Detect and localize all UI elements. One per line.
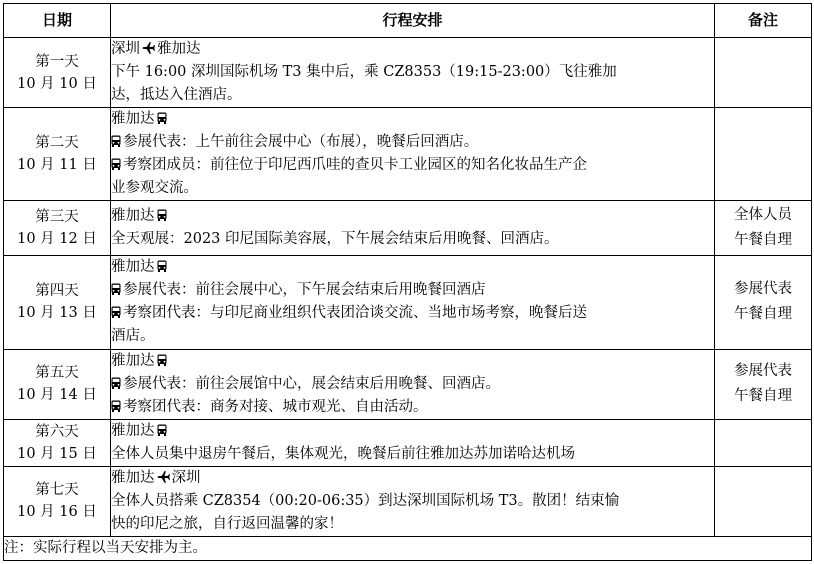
plan-line: 全体人员搭乘 CZ8354（00:20-06:35）到达深圳国际机场 T3。散团！结束愉 <box>111 492 620 509</box>
route-city: 雅加达 <box>111 422 155 439</box>
note-line: 午餐自理 <box>734 306 792 323</box>
route-line <box>111 108 714 131</box>
plan-line: 业参观交流。 <box>111 180 198 197</box>
note-cell <box>715 419 812 466</box>
footer-row <box>4 536 812 560</box>
plan-line <box>111 279 714 302</box>
route-city: 雅加达 <box>111 208 155 225</box>
plan-cell <box>111 38 715 108</box>
route-to: 雅加达 <box>157 41 201 58</box>
bus-icon <box>157 354 167 366</box>
airplane-icon <box>141 41 156 55</box>
bus-icon <box>111 135 121 147</box>
footer-note: 注：实际行程以当天安排为主。 <box>4 536 812 560</box>
bus-icon <box>157 209 167 221</box>
date-cell <box>4 108 111 201</box>
bus-icon <box>111 400 121 412</box>
date-label: 10 月 16 日 <box>17 504 97 521</box>
header-plan: 行程安排 <box>111 4 715 38</box>
plan-text: 考察团代表：商务对接、城市观光、自由活动。 <box>123 398 428 415</box>
table-row <box>4 466 812 536</box>
route-from: 深圳 <box>111 41 140 58</box>
route-city: 雅加达 <box>111 259 155 276</box>
plan-line <box>111 373 714 396</box>
note-cell <box>715 256 812 349</box>
table-row <box>4 38 812 108</box>
date-cell <box>4 201 111 256</box>
route-line <box>111 38 714 61</box>
plan-line <box>111 396 714 419</box>
day-label: 第六天 <box>35 423 79 440</box>
note-cell <box>715 349 812 419</box>
route-from: 雅加达 <box>111 469 155 486</box>
date-cell <box>4 256 111 349</box>
note-cell <box>715 466 812 536</box>
note-line: 午餐自理 <box>734 388 792 405</box>
day-label: 第二天 <box>35 135 79 152</box>
plan-line: 全天观展：2023 印尼国际美容展，下午展会结束后用晚餐、回酒店。 <box>111 231 559 248</box>
note-line: 参展代表 <box>734 281 792 298</box>
plan-text: 参展代表：前往会展馆中心，展会结束后用晚餐、回酒店。 <box>123 375 500 392</box>
plan-line: 达，抵达入住酒店。 <box>111 87 242 104</box>
plan-cell <box>111 256 715 349</box>
bus-icon <box>111 283 121 295</box>
route-line <box>111 205 714 228</box>
table-row <box>4 256 812 349</box>
route-line <box>111 256 714 279</box>
header-note: 备注 <box>715 4 812 38</box>
date-label: 10 月 14 日 <box>17 387 97 404</box>
note-cell <box>715 38 812 108</box>
note-cell <box>715 108 812 201</box>
bus-icon <box>111 377 121 389</box>
bus-icon <box>157 424 167 436</box>
plan-line: 下午 16:00 深圳国际机场 T3 集中后，乘 CZ8353（19:15-23:00）飞往雅加 <box>111 64 617 81</box>
route-city: 雅加达 <box>111 352 155 369</box>
day-label: 第五天 <box>35 365 79 382</box>
date-cell <box>4 38 111 108</box>
plan-cell <box>111 349 715 419</box>
date-label: 10 月 15 日 <box>17 445 97 462</box>
plan-line: 快的印尼之旅，自行返回温馨的家！ <box>111 515 343 532</box>
bus-icon <box>111 306 121 318</box>
date-label: 10 月 11 日 <box>17 157 97 174</box>
plan-cell <box>111 201 715 256</box>
date-cell <box>4 349 111 419</box>
date-cell <box>4 466 111 536</box>
airplane-icon <box>156 470 171 484</box>
plan-cell <box>111 466 715 536</box>
plan-line: 酒店。 <box>111 328 155 345</box>
plan-text: 参展代表：上午前往会展中心（布展），晚餐后回酒店。 <box>123 134 479 151</box>
date-label: 10 月 10 日 <box>17 75 97 92</box>
bus-icon <box>111 158 121 170</box>
route-city: 雅加达 <box>111 111 155 128</box>
route-line <box>111 420 714 443</box>
header-date: 日期 <box>4 4 111 38</box>
table-header-row <box>4 4 812 38</box>
plan-line <box>111 154 714 177</box>
route-to: 深圳 <box>171 469 201 486</box>
plan-text: 考察团成员：前往位于印尼西爪哇的查贝卡工业园区的知名化妆品生产企 <box>123 157 587 174</box>
date-cell <box>4 419 111 466</box>
note-line: 全体人员 <box>734 207 792 224</box>
day-label: 第一天 <box>35 53 79 70</box>
note-line: 午餐自理 <box>734 232 792 249</box>
date-label: 10 月 12 日 <box>17 231 97 248</box>
date-label: 10 月 13 日 <box>17 305 97 322</box>
day-label: 第七天 <box>35 482 79 499</box>
table-row <box>4 419 812 466</box>
route-line <box>111 467 714 490</box>
note-line: 参展代表 <box>734 363 792 380</box>
plan-cell <box>111 108 715 201</box>
plan-line <box>111 131 714 154</box>
day-label: 第四天 <box>35 283 79 300</box>
note-cell <box>715 201 812 256</box>
bus-icon <box>157 260 167 272</box>
table-row <box>4 201 812 256</box>
bus-icon <box>157 112 167 124</box>
plan-text: 考察团代表：与印尼商业组织代表团洽谈交流、当地市场考察，晚餐后送 <box>123 305 587 322</box>
plan-line: 全体人员集中退房午餐后，集体观光，晚餐后前往雅加达苏加诺哈达机场 <box>111 445 575 462</box>
itinerary-table <box>3 3 812 561</box>
day-label: 第三天 <box>35 209 79 226</box>
plan-cell <box>111 419 715 466</box>
table-row <box>4 349 812 419</box>
plan-line <box>111 302 714 325</box>
table-row <box>4 108 812 201</box>
route-line <box>111 350 714 373</box>
plan-text: 参展代表：前往会展中心，下午展会结束后用晚餐回酒店 <box>123 282 486 299</box>
